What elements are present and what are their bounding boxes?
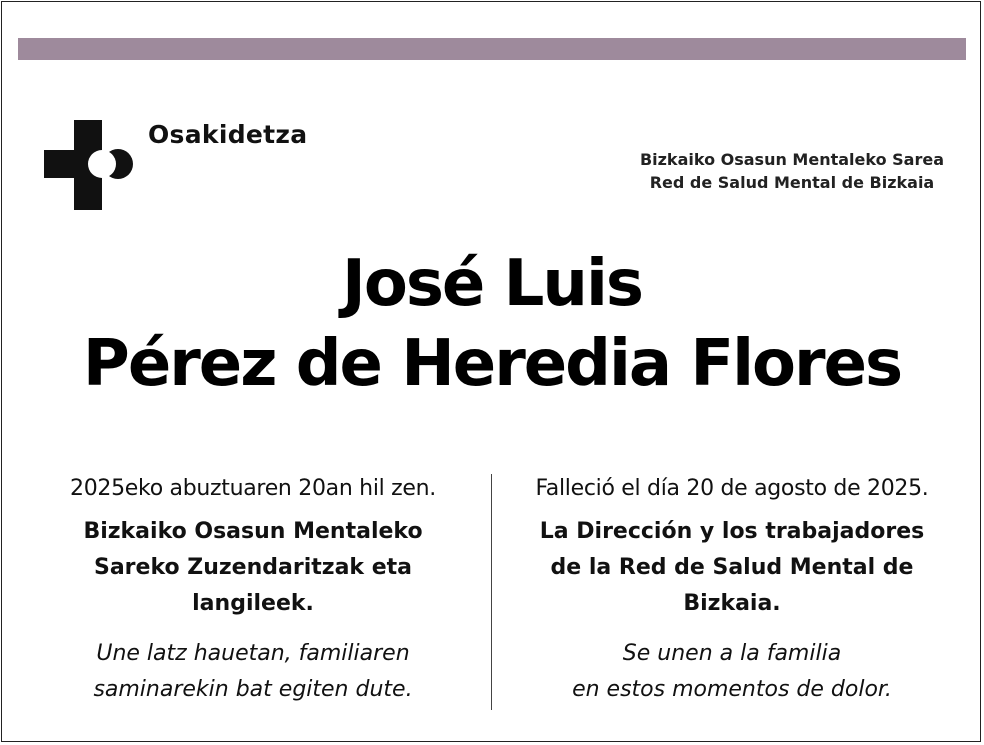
condolence-spanish-line2: en estos momentos de dolor.	[572, 677, 892, 702]
logo-wordmark: Osakidetza	[148, 120, 308, 149]
condolence-basque-line1: Une latz hauetan, familiaren	[96, 641, 410, 666]
column-divider	[491, 474, 492, 710]
condolence-basque	[43, 636, 463, 708]
network-name-basque: Bizkaiko Osasun Mentaleko Sarea	[639, 150, 944, 169]
condolence-basque-line2: saminarekin bat egiten dute.	[93, 677, 413, 702]
top-color-bar	[18, 38, 966, 60]
spanish-column	[497, 472, 967, 708]
death-date-basque: 2025eko abuztuaren 20an hil zen.	[70, 476, 436, 501]
deceased-surname: Pérez de Heredia Flores	[82, 327, 902, 401]
deceased-name	[0, 244, 984, 404]
deceased-first-name: José Luis	[342, 247, 642, 321]
condolence-spanish-line1: Se unen a la familia	[622, 641, 842, 666]
basque-column	[18, 472, 488, 708]
sender-spanish: La Dirección y los trabajadores de la Red de Salud Mental de Bizkaia.	[539, 519, 925, 616]
condolence-spanish	[522, 636, 942, 708]
network-name	[640, 148, 944, 194]
osakidetza-logo-icon	[44, 120, 134, 210]
death-date-spanish: Falleció el día 20 de agosto de 2025.	[535, 476, 929, 501]
network-name-spanish: Red de Salud Mental de Bizkaia	[649, 173, 935, 192]
sender-basque: Bizkaiko Osasun Mentaleko Sareko Zuzendaritzak eta langileek.	[83, 519, 423, 616]
